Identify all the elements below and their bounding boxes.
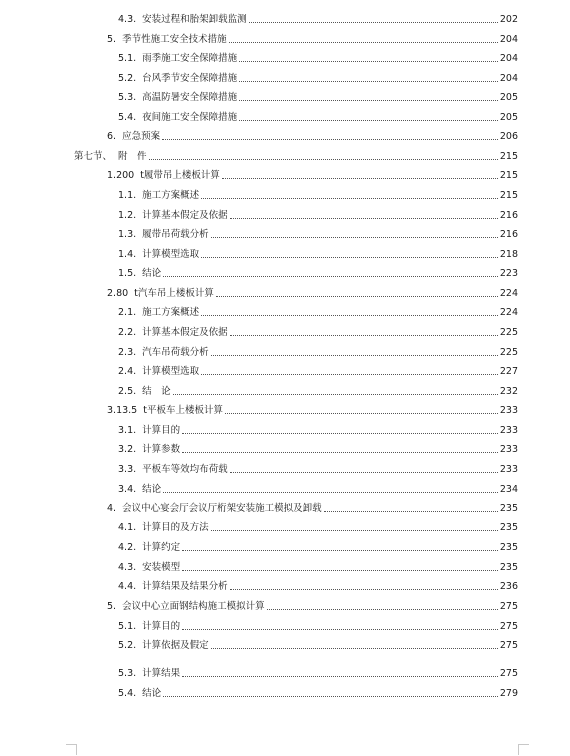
toc-entry[interactable] <box>107 127 518 143</box>
toc-entry[interactable] <box>118 264 518 280</box>
toc-entry-page-number: 202 <box>499 14 518 25</box>
toc-dot-leader <box>267 609 498 610</box>
toc-entry[interactable] <box>118 421 518 437</box>
toc-dot-leader <box>239 81 498 82</box>
toc-entry[interactable] <box>118 518 518 534</box>
toc-dot-leader <box>230 472 498 473</box>
toc-dot-leader <box>163 492 498 493</box>
toc-entry[interactable] <box>118 617 518 633</box>
toc-entry[interactable] <box>118 10 518 26</box>
toc-entry-page-number: 215 <box>499 170 518 181</box>
toc-entry[interactable] <box>118 69 518 85</box>
toc-entry-title: 平板车等效均布荷载 <box>142 464 228 475</box>
toc-entry-number: 2.1. <box>118 307 137 318</box>
toc-entry-title: 计算目的 <box>142 621 181 632</box>
toc-entry-title: 附 件 <box>118 151 147 162</box>
toc-entry-page-number: 215 <box>499 190 518 201</box>
toc-entry-title: 安装过程和胎架卸载监测 <box>142 14 247 25</box>
toc-entry-number: 3.3. <box>118 464 137 475</box>
toc-entry-number: 5.4. <box>118 112 137 123</box>
toc-dot-leader <box>182 570 498 571</box>
toc-entry-page-number: 275 <box>499 640 518 651</box>
toc-dot-leader <box>239 100 498 101</box>
toc-entry-page-number: 218 <box>499 249 518 260</box>
toc-entry-title: t平板车上楼板计算 <box>143 405 223 416</box>
toc-entry-page-number: 233 <box>499 444 518 455</box>
toc-entry-page-number: 204 <box>499 73 518 84</box>
toc-entry[interactable] <box>74 147 518 163</box>
toc-entry-title: 高温防暑安全保障措施 <box>142 92 238 103</box>
toc-entry-number: 1.200 <box>107 170 135 181</box>
toc-entry[interactable] <box>118 323 518 339</box>
toc-entry-page-number: 224 <box>499 307 518 318</box>
toc-entry-title: 计算目的 <box>142 425 181 436</box>
toc-entry-page-number: 225 <box>499 347 518 358</box>
toc-entry-page-number: 233 <box>499 464 518 475</box>
toc-entry[interactable] <box>118 245 518 261</box>
toc-dot-leader <box>182 676 498 677</box>
toc-entry-page-number: 227 <box>499 366 518 377</box>
toc-entry-title: 结论 <box>142 484 162 495</box>
toc-entry-number: 1.5. <box>118 268 137 279</box>
toc-entry-title: t履带吊上楼板计算 <box>140 170 220 181</box>
toc-entry[interactable] <box>118 382 518 398</box>
toc-entry-title: 台风季节安全保障措施 <box>142 73 238 84</box>
toc-entry-title: 计算结果 <box>142 668 181 679</box>
toc-entry-number: 5.3. <box>118 668 137 679</box>
toc-entry[interactable] <box>118 186 518 202</box>
toc-entry-title: 结论 <box>142 688 162 699</box>
toc-entry-number: 第七节、 <box>74 151 113 162</box>
toc-entry-page-number: 275 <box>499 601 518 612</box>
toc-entry-number: 5.3. <box>118 92 137 103</box>
toc-entry-title: 履带吊荷载分析 <box>142 229 209 240</box>
toc-dot-leader <box>201 374 498 375</box>
page-corner-mark-left <box>66 744 77 755</box>
toc-entry[interactable] <box>118 206 518 222</box>
toc-entry-page-number: 205 <box>499 112 518 123</box>
toc-entry-page-number: 233 <box>499 425 518 436</box>
toc-entry[interactable] <box>107 597 518 613</box>
toc-entry-title: 计算基本假定及依据 <box>142 210 228 221</box>
toc-entry-page-number: 234 <box>499 484 518 495</box>
toc-entry-number: 4.4. <box>118 581 137 592</box>
toc-entry-number: 3.2. <box>118 444 137 455</box>
toc-entry-number: 5.2. <box>118 73 137 84</box>
toc-entry-number: 3.1. <box>118 425 137 436</box>
toc-entry-number: 5. <box>107 34 117 45</box>
toc-entry-title: 计算依据及假定 <box>142 640 209 651</box>
toc-entry[interactable] <box>107 30 518 46</box>
toc-entry-title: 夜间施工安全保障措施 <box>142 112 238 123</box>
toc-dot-leader <box>149 159 498 160</box>
toc-entry[interactable] <box>118 558 518 574</box>
toc-entry-page-number: 204 <box>499 53 518 64</box>
toc-entry[interactable] <box>118 684 518 700</box>
toc-entry-page-number: 216 <box>499 229 518 240</box>
toc-entry-number: 1.1. <box>118 190 137 201</box>
toc-entry[interactable] <box>118 225 518 241</box>
toc-entry[interactable] <box>118 303 518 319</box>
toc-entry-page-number: 275 <box>499 668 518 679</box>
toc-entry-number: 4.3. <box>118 14 137 25</box>
toc-dot-leader <box>225 413 498 414</box>
toc-entry-number: 4.3. <box>118 562 137 573</box>
toc-dot-leader <box>230 218 498 219</box>
toc-dot-leader <box>222 178 498 179</box>
toc-dot-leader <box>201 257 498 258</box>
toc-entry-number: 4. <box>107 503 117 514</box>
toc-entry-page-number: 233 <box>499 405 518 416</box>
toc-dot-leader <box>162 139 498 140</box>
toc-entry-number: 5.4. <box>118 688 137 699</box>
toc-entry-title: 结 论 <box>142 386 171 397</box>
toc-entry-title: 会议中心宴会厅会议厅桁架安装施工模拟及卸载 <box>122 503 322 514</box>
toc-entry-title: 计算目的及方法 <box>142 522 209 533</box>
toc-dot-leader <box>201 315 498 316</box>
toc-entry[interactable] <box>107 401 518 417</box>
toc-dot-leader <box>229 42 498 43</box>
toc-entry[interactable] <box>118 480 518 496</box>
toc-entry-number: 2.3. <box>118 347 137 358</box>
toc-entry-number: 3.4. <box>118 484 137 495</box>
toc-dot-leader <box>216 296 498 297</box>
toc-entry[interactable] <box>118 664 518 680</box>
toc-entry-number: 2.2. <box>118 327 137 338</box>
toc-entry-page-number: 206 <box>499 131 518 142</box>
toc-entry-number: 4.2. <box>118 542 137 553</box>
toc-dot-leader <box>201 198 498 199</box>
toc-dot-leader <box>324 511 498 512</box>
toc-entry[interactable] <box>118 577 518 593</box>
toc-entry-number: 1.2. <box>118 210 137 221</box>
toc-dot-leader <box>230 589 498 590</box>
toc-entry-title: 计算模型选取 <box>142 249 200 260</box>
toc-entry-number: 5.1. <box>118 53 137 64</box>
toc-entry-number: 3.13.5 <box>107 405 138 416</box>
toc-dot-leader <box>173 394 498 395</box>
toc-entry-title: 会议中心立面钢结构施工模拟计算 <box>122 601 265 612</box>
toc-entry-number: 6. <box>107 131 117 142</box>
toc-entry-page-number: 225 <box>499 327 518 338</box>
toc-entry[interactable] <box>107 499 518 515</box>
toc-entry-page-number: 235 <box>499 503 518 514</box>
toc-dot-leader <box>163 276 498 277</box>
toc-entry[interactable] <box>107 166 518 182</box>
toc-entry-page-number: 223 <box>499 268 518 279</box>
toc-dot-leader <box>182 550 498 551</box>
toc-dot-leader <box>230 335 498 336</box>
toc-entry[interactable] <box>107 284 518 300</box>
toc-entry-number: 5. <box>107 601 117 612</box>
toc-entry-page-number: 224 <box>499 288 518 299</box>
toc-entry-title: 安装模型 <box>142 562 181 573</box>
toc-entry[interactable] <box>118 88 518 104</box>
toc-dot-leader <box>239 61 498 62</box>
toc-entry-title: 结论 <box>142 268 162 279</box>
toc-entry-number: 2.5. <box>118 386 137 397</box>
toc-entry-title: 施工方案概述 <box>142 190 200 201</box>
toc-dot-leader <box>249 22 498 23</box>
toc-entry-page-number: 235 <box>499 522 518 533</box>
toc-entry-number: 1.3. <box>118 229 137 240</box>
toc-entry-title: 季节性施工安全技术措施 <box>122 34 227 45</box>
toc-entry[interactable] <box>118 636 518 652</box>
toc-entry-number: 2.4. <box>118 366 137 377</box>
toc-entry-number: 1.4. <box>118 249 137 260</box>
toc-entry-title: 计算结果及结果分析 <box>142 581 228 592</box>
toc-entry[interactable] <box>118 440 518 456</box>
toc-dot-leader <box>211 648 498 649</box>
toc-entry-title: 施工方案概述 <box>142 307 200 318</box>
toc-entry[interactable] <box>118 538 518 554</box>
toc-dot-leader <box>211 530 498 531</box>
toc-entry-number: 2.80 <box>107 288 129 299</box>
page-corner-mark-right <box>518 744 529 755</box>
toc-entry[interactable] <box>118 108 518 124</box>
toc-dot-leader <box>239 120 498 121</box>
toc-dot-leader <box>182 452 498 453</box>
toc-entry-number: 5.2. <box>118 640 137 651</box>
toc-entry-title: 计算约定 <box>142 542 181 553</box>
toc-dot-leader <box>182 629 498 630</box>
toc-entry-title: 雨季施工安全保障措施 <box>142 53 238 64</box>
toc-dot-leader <box>211 355 498 356</box>
toc-entry-page-number: 275 <box>499 621 518 632</box>
toc-entry-page-number: 235 <box>499 562 518 573</box>
toc-dot-leader <box>211 237 498 238</box>
toc-entry[interactable] <box>118 49 518 65</box>
toc-entry[interactable] <box>118 362 518 378</box>
toc-entry-title: 计算基本假定及依据 <box>142 327 228 338</box>
toc-entry-page-number: 204 <box>499 34 518 45</box>
toc-entry-page-number: 232 <box>499 386 518 397</box>
toc-entry-number: 5.1. <box>118 621 137 632</box>
toc-entry-page-number: 236 <box>499 581 518 592</box>
toc-entry-title: 计算参数 <box>142 444 181 455</box>
toc-entry-page-number: 215 <box>499 151 518 162</box>
toc-entry-page-number: 279 <box>499 688 518 699</box>
toc-entry-title: 汽车吊荷载分析 <box>142 347 209 358</box>
toc-entry-page-number: 235 <box>499 542 518 553</box>
toc-dot-leader <box>163 696 498 697</box>
toc-dot-leader <box>182 433 498 434</box>
toc-entry-page-number: 205 <box>499 92 518 103</box>
toc-entry-title: 计算模型选取 <box>142 366 200 377</box>
toc-entry[interactable] <box>118 460 518 476</box>
toc-entry-page-number: 216 <box>499 210 518 221</box>
toc-entry-title: t汽车吊上楼板计算 <box>134 288 214 299</box>
toc-entry-title: 应急预案 <box>122 131 161 142</box>
toc-entry-number: 4.1. <box>118 522 137 533</box>
toc-entry[interactable] <box>118 343 518 359</box>
